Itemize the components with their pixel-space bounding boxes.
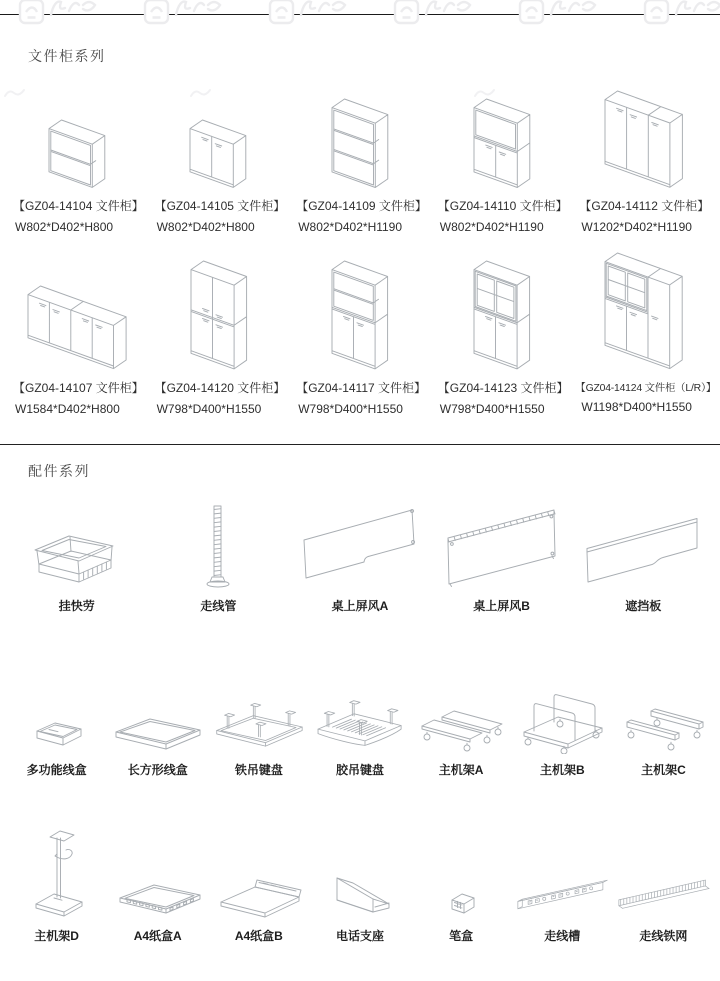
accessory-item [411,690,512,778]
accessory-label: 多功能线盒 [26,763,87,777]
accessory-item [613,690,714,778]
cabinet-dimensions: W802*D402*H1190 [439,220,544,234]
cabinet-item [431,82,573,234]
cabinet-code: 【GZ04-14110 文件柜】 [437,199,568,213]
accessory-drawing-pen-box [440,880,482,920]
accessory-label: 笔盒 [449,929,474,943]
cabinet-code: 【GZ04-14124 文件柜（L/R）】 [575,383,717,394]
cabinet-code: 【GZ04-14104 文件柜】 [13,199,144,213]
cabinet-dimensions: W802*D402*H800 [156,220,255,234]
accessory-drawing-plastic-keyboard-tray [309,688,410,754]
accessory-drawing-wire-mesh-duct [613,868,714,920]
accessory-drawing-a4-tray-b [209,866,309,920]
section-divider [0,444,720,445]
accessory-drawing-desk-screen-b [436,494,568,590]
accessory-label: 主机架A [438,763,484,777]
cabinet-dimensions: W1584*D402*H800 [15,402,120,416]
cabinet-dimensions: W1202*D402*H1190 [581,220,692,234]
accessory-item [309,690,410,778]
accessory-label: 走线铁网 [639,929,688,943]
cabinet-drawing-glass-top-tall [471,258,533,372]
watermark-logo [18,0,110,39]
cabinet-drawing-glass-lr [602,250,685,372]
watermark-logo [268,0,360,39]
accessory-drawing-cpu-stand-c [617,696,709,754]
accessory-drawing-cable-tube [198,500,238,590]
cabinet-item [6,82,148,234]
cabinet-item [148,246,290,416]
accessory-item [107,838,208,944]
accessory-label: 电话支座 [335,929,384,943]
accessory-item [613,838,714,944]
accessory-item [107,690,208,778]
accessory-item [6,500,148,614]
accessory-label: 走线槽 [544,929,581,943]
watermark-logo [143,0,235,39]
accessory-item [309,838,410,944]
cabinet-drawing-four-door-tall [188,258,250,372]
accessory-row-3 [6,838,714,944]
accessory-label: 挂快劳 [58,599,95,613]
cabinet-code: 【GZ04-14112 文件柜】 [579,199,710,213]
cabinet-drawing-open-shelf-3 [329,96,391,191]
accessory-label: 主机架C [641,763,686,777]
cabinet-dimensions: W1198*D400*H1550 [581,400,692,414]
accessory-row-1 [6,500,714,614]
accessory-item [208,690,309,778]
accessory-item [512,690,613,778]
cabinet-item [148,82,290,234]
accessory-item [572,500,714,614]
accessory-item [208,838,309,944]
accessory-drawing-desk-screen-a [294,496,426,590]
accessory-label: 走线管 [200,599,237,613]
section-title-accessories: 配件系列 [28,463,90,479]
watermark-logo [518,0,610,39]
cabinet-dimensions: W798*D400*H1550 [156,402,262,416]
cabinet-code: 【GZ04-14117 文件柜】 [296,381,427,395]
cabinet-item [572,246,717,416]
accessory-label: 桌上屏风B [473,599,530,613]
cabinet-drawing-four-door-wide [25,283,129,372]
accessory-label: 胶吊键盘 [335,763,384,777]
accessory-label: 主机架D [34,929,79,943]
cabinet-item [289,246,431,416]
cabinet-item [6,246,148,416]
accessory-drawing-phone-stand [317,860,403,920]
cabinet-dimensions: W798*D400*H1550 [439,402,545,416]
accessory-label: 主机架B [539,763,585,777]
accessory-item [289,500,431,614]
watermark-logo [643,0,720,39]
accessory-item [148,500,290,614]
cabinet-dimensions: W802*D402*H1190 [298,220,403,234]
accessory-item [6,690,107,778]
cabinet-item [572,82,714,234]
cabinet-code: 【GZ04-14107 文件柜】 [13,381,144,395]
cabinet-row-1 [6,82,714,234]
accessory-drawing-multi-cable-box [25,714,89,754]
accessory-label: 桌上屏风A [331,599,389,613]
accessory-item [431,500,573,614]
accessory-label: 遮挡板 [625,599,662,613]
accessory-item [411,838,512,944]
cabinet-code: 【GZ04-14109 文件柜】 [296,199,427,213]
accessory-drawing-cable-trough [512,858,613,920]
watermark-logo [393,0,485,39]
cabinet-code: 【GZ04-14120 文件柜】 [154,381,286,395]
accessory-drawing-a4-tray-a [108,868,208,920]
cabinet-item [289,82,431,234]
cabinet-row-2 [6,246,717,416]
cabinet-drawing-two-door-low [187,117,249,190]
accessory-label: 长方形线盒 [127,763,188,777]
accessory-drawing-cpu-stand-a [412,696,510,754]
accessory-label: A4纸盒A [133,929,182,943]
accessory-row-2 [6,690,714,778]
accessory-drawing-cpu-stand-b [512,682,612,754]
accessory-label: 铁吊键盘 [234,763,283,777]
cabinet-drawing-open-top-tall [329,258,391,372]
cabinet-dimensions: W802*D402*H800 [15,220,114,234]
cabinet-code: 【GZ04-14105 文件柜】 [154,199,286,213]
accessory-drawing-rect-cable-box [108,708,208,754]
accessory-drawing-hanging-file-tray [29,526,125,590]
section-title-cabinets: 文件柜系列 [28,48,106,64]
cabinet-dimensions: W798*D400*H1550 [298,402,403,416]
cabinet-item [431,246,573,416]
cabinet-drawing-open-shelf-2 [46,117,108,190]
cabinet-code: 【GZ04-14123 文件柜】 [437,381,569,395]
accessory-drawing-modesty-panel [577,502,709,590]
cabinet-drawing-open-top-doors [471,96,533,191]
cabinet-drawing-three-door [602,88,685,190]
accessory-label: A4纸盒B [234,929,283,943]
accessory-item [512,838,613,944]
accessory-drawing-cpu-stand-d [24,824,90,920]
accessory-item [6,838,107,944]
accessory-drawing-steel-keyboard-tray [208,686,309,754]
